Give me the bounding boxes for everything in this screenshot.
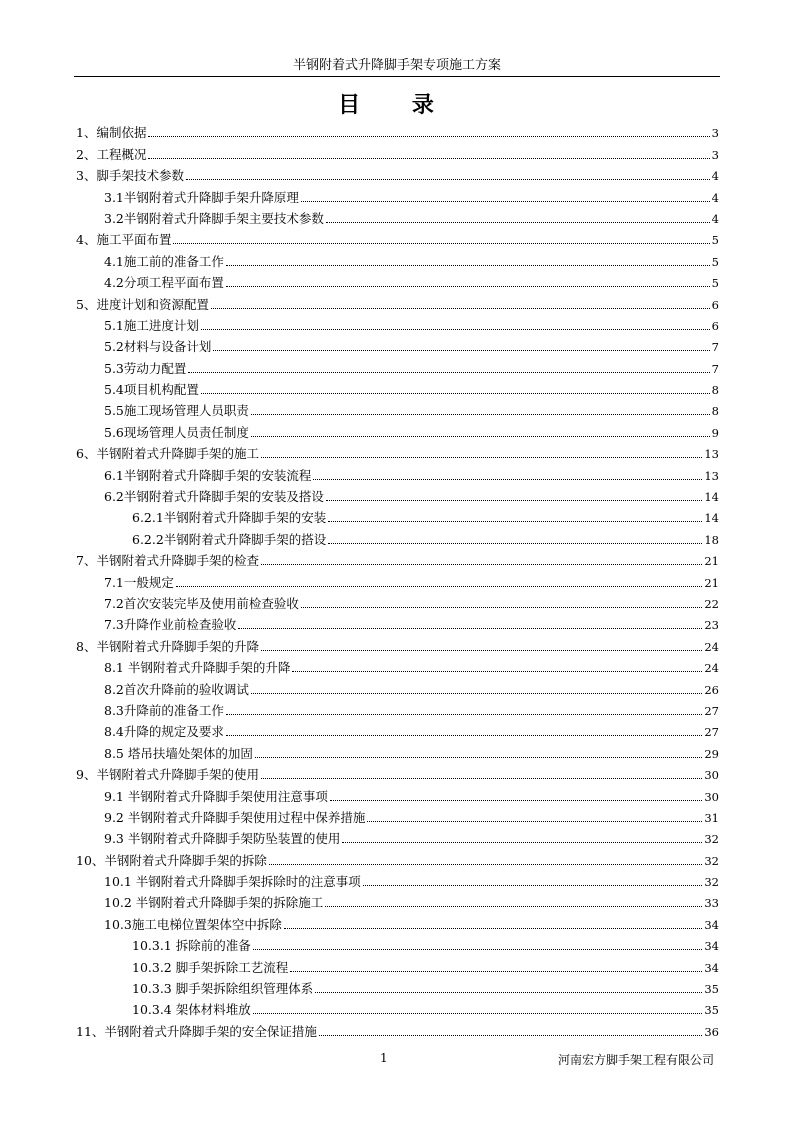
toc-entry-page: 21 <box>704 575 719 590</box>
toc-leader-dots <box>226 265 710 266</box>
toc-entry[interactable] <box>76 676 719 697</box>
toc-entry-page: 5 <box>711 276 719 291</box>
toc-entry-page: 18 <box>704 532 719 547</box>
page-number: 1 <box>380 1051 388 1065</box>
toc-entry[interactable] <box>76 120 719 141</box>
toc-entry-label: 3.2半钢附着式升降脚手架主要技术参数 <box>104 210 324 226</box>
toc-leader-dots <box>328 521 702 522</box>
toc-entry[interactable] <box>76 484 719 505</box>
toc-leader-dots <box>148 136 709 137</box>
toc-entry[interactable] <box>76 890 719 911</box>
toc-entry[interactable] <box>76 548 719 569</box>
toc-entry-label: 7.2首次安装完毕及使用前检查验收 <box>104 595 299 611</box>
toc-entry-label: 5.6现场管理人员责任制度 <box>104 424 249 440</box>
toc-entry-page: 3 <box>711 126 719 141</box>
toc-leader-dots <box>211 308 710 309</box>
toc-leader-dots <box>173 243 709 244</box>
toc-entry-label: 9.3 半钢附着式升降脚手架防坠装置的使用 <box>104 831 341 847</box>
toc-entry-label: 11、半钢附着式升降脚手架的安全保证措施 <box>76 1023 317 1039</box>
toc-leader-dots <box>238 628 702 629</box>
toc-leader-dots <box>251 414 710 415</box>
toc-entry[interactable] <box>76 1018 719 1039</box>
toc-entry-page: 30 <box>704 768 719 783</box>
toc-entry[interactable] <box>76 826 719 847</box>
toc-leader-dots <box>319 1035 702 1036</box>
toc-entry[interactable] <box>76 505 719 526</box>
toc-entry[interactable] <box>76 313 719 334</box>
toc-entry-page: 34 <box>704 939 719 954</box>
toc-entry-page: 32 <box>704 853 719 868</box>
toc-entry-page: 24 <box>704 639 719 654</box>
toc-leader-dots <box>313 479 702 480</box>
toc-leader-dots <box>269 864 702 865</box>
toc-entry-page: 33 <box>704 896 719 911</box>
toc-entry-label: 3、脚手架技术参数 <box>76 168 184 184</box>
toc-entry-label: 8.3升降前的准备工作 <box>104 702 224 718</box>
toc-entry[interactable] <box>76 377 719 398</box>
toc-leader-dots <box>261 778 702 779</box>
toc-entry[interactable] <box>76 847 719 868</box>
toc-entry-label: 10.3.4 架体材料堆放 <box>132 1002 251 1018</box>
toc-leader-dots <box>251 693 702 694</box>
toc-entry-page: 5 <box>711 233 719 248</box>
toc-entry[interactable] <box>76 911 719 932</box>
toc-entry-page: 26 <box>704 682 719 697</box>
toc-entry-label: 6.2半钢附着式升降脚手架的安装及搭设 <box>104 489 324 505</box>
toc-entry[interactable] <box>76 633 719 654</box>
toc-entry-label: 1、编制依据 <box>76 125 147 141</box>
toc-entry[interactable] <box>76 141 719 162</box>
toc-entry-label: 5.4项目机构配置 <box>104 382 199 398</box>
toc-entry[interactable] <box>76 783 719 804</box>
toc-leader-dots <box>253 1013 703 1014</box>
toc-entry[interactable] <box>76 612 719 633</box>
toc-leader-dots <box>363 885 703 886</box>
toc-entry-label: 3.1半钢附着式升降脚手架升降原理 <box>104 189 299 205</box>
toc-leader-dots <box>325 906 702 907</box>
toc-entry-label: 10.3.3 脚手架拆除组织管理体系 <box>132 981 314 997</box>
toc-entry[interactable] <box>76 591 719 612</box>
toc-entry-label: 5.5施工现场管理人员职责 <box>104 403 249 419</box>
toc-entry-page: 4 <box>711 211 719 226</box>
toc-entry[interactable] <box>76 248 719 269</box>
toc-entry-page: 14 <box>704 490 719 505</box>
toc-entry[interactable] <box>76 698 719 719</box>
toc-entry-page: 4 <box>711 190 719 205</box>
toc-leader-dots <box>253 949 703 950</box>
toc-entry-page: 8 <box>711 404 719 419</box>
toc-entry-label: 5.2材料与设备计划 <box>104 339 212 355</box>
toc-entry[interactable] <box>76 184 719 205</box>
toc-leader-dots <box>226 714 702 715</box>
toc-entry[interactable] <box>76 719 719 740</box>
toc-entry[interactable] <box>76 526 719 547</box>
toc-leader-dots <box>261 564 702 565</box>
toc-entry[interactable] <box>76 441 719 462</box>
toc-entry-label: 10、半钢附着式升降脚手架的拆除 <box>76 852 267 868</box>
toc-entry-page: 5 <box>711 254 719 269</box>
toc-entry-label: 8、半钢附着式升降脚手架的升降 <box>76 638 259 654</box>
toc-entry-label: 4.1施工前的准备工作 <box>104 253 224 269</box>
toc-leader-dots <box>226 735 702 736</box>
toc-leader-dots <box>367 821 702 822</box>
toc-entry[interactable] <box>76 355 719 376</box>
toc-entry[interactable] <box>76 997 719 1018</box>
toc-leader-dots <box>148 158 709 159</box>
toc-entry-page: 30 <box>704 789 719 804</box>
toc-leader-dots <box>261 457 702 458</box>
toc-leader-dots <box>201 329 710 330</box>
toc-entry-label: 4、施工平面布置 <box>76 232 172 248</box>
toc-entry[interactable] <box>76 740 719 761</box>
toc-entry[interactable] <box>76 419 719 440</box>
toc-entry-label: 10.3.2 脚手架拆除工艺流程 <box>132 959 289 975</box>
toc-entry-page: 34 <box>704 960 719 975</box>
toc-leader-dots <box>176 586 702 587</box>
toc-entry-page: 8 <box>711 383 719 398</box>
toc-entry-label: 8.2首次升降前的验收调试 <box>104 681 249 697</box>
toc-entry[interactable] <box>76 954 719 975</box>
toc-leader-dots <box>213 350 709 351</box>
toc-entry[interactable] <box>76 291 719 312</box>
toc-entry-page: 7 <box>711 340 719 355</box>
toc-entry-page: 7 <box>711 361 719 376</box>
toc-entry-page: 27 <box>704 703 719 718</box>
toc-leader-dots <box>292 671 702 672</box>
toc-entry-label: 8.1 半钢附着式升降脚手架的升降 <box>104 660 291 676</box>
toc-entry-label: 5.3劳动力配置 <box>104 360 187 376</box>
toc-entry-label: 10.3.1 拆除前的准备 <box>132 938 251 954</box>
toc-entry-label: 6.2.1半钢附着式升降脚手架的安装 <box>132 510 327 526</box>
toc-entry-page: 4 <box>711 169 719 184</box>
toc-leader-dots <box>290 971 702 972</box>
toc-entry-label: 10.1 半钢附着式升降脚手架拆除时的注意事项 <box>104 874 361 890</box>
footer-company: 河南宏方脚手架工程有限公司 <box>557 1053 714 1067</box>
toc-entry-page: 9 <box>711 425 719 440</box>
toc-entry-page: 23 <box>704 618 719 633</box>
toc-entry-page: 13 <box>704 468 719 483</box>
toc-leader-dots <box>188 372 709 373</box>
toc-entry[interactable] <box>76 398 719 419</box>
toc-entry-label: 6.2.2半钢附着式升降脚手架的搭设 <box>132 531 327 547</box>
toc-entry[interactable] <box>76 869 719 890</box>
toc-entry-label: 7、半钢附着式升降脚手架的检查 <box>76 553 259 569</box>
toc-entry[interactable] <box>76 270 719 291</box>
page-title: 目 录 <box>338 93 456 118</box>
toc-leader-dots <box>342 842 702 843</box>
table-of-contents <box>76 120 719 1040</box>
toc-entry-label: 10.3施工电梯位置架体空中拆除 <box>104 916 282 932</box>
toc-entry-page: 21 <box>704 554 719 569</box>
toc-entry-page: 32 <box>704 832 719 847</box>
toc-entry-label: 4.2分项工程平面布置 <box>104 275 224 291</box>
toc-entry[interactable] <box>76 206 719 227</box>
toc-entry-label: 6、半钢附着式升降脚手架的施工 <box>76 446 259 462</box>
toc-leader-dots <box>226 286 710 287</box>
toc-entry[interactable] <box>76 227 719 248</box>
toc-entry-page: 13 <box>704 447 719 462</box>
toc-leader-dots <box>284 928 703 929</box>
toc-entry-page: 14 <box>704 511 719 526</box>
toc-entry-label: 8.4升降的规定及要求 <box>104 724 224 740</box>
toc-entry-label: 9.2 半钢附着式升降脚手架使用过程中保养措施 <box>104 809 366 825</box>
toc-entry-label: 9、半钢附着式升降脚手架的使用 <box>76 767 259 783</box>
toc-entry-label: 5.1施工进度计划 <box>104 317 199 333</box>
toc-entry-page: 27 <box>704 725 719 740</box>
toc-leader-dots <box>326 500 702 501</box>
toc-entry-page: 34 <box>704 917 719 932</box>
toc-entry-page: 6 <box>711 318 719 333</box>
toc-leader-dots <box>255 757 703 758</box>
toc-entry[interactable] <box>76 462 719 483</box>
toc-leader-dots <box>261 650 702 651</box>
toc-entry-page: 31 <box>704 810 719 825</box>
toc-leader-dots <box>328 543 702 544</box>
toc-entry[interactable] <box>76 655 719 676</box>
toc-entry[interactable] <box>76 933 719 954</box>
toc-entry[interactable] <box>76 976 719 997</box>
toc-entry-page: 35 <box>704 1003 719 1018</box>
toc-entry-label: 2、工程概况 <box>76 146 147 162</box>
running-header: 半钢附着式升降脚手架专项施工方案 <box>74 57 720 77</box>
toc-entry[interactable] <box>76 762 719 783</box>
toc-leader-dots <box>301 607 702 608</box>
toc-leader-dots <box>201 393 710 394</box>
toc-entry-label: 7.1一般规定 <box>104 574 174 590</box>
toc-entry-page: 22 <box>704 596 719 611</box>
toc-entry-page: 3 <box>711 147 719 162</box>
toc-entry-label: 10.2 半钢附着式升降脚手架的拆除施工 <box>104 895 324 911</box>
toc-entry-page: 36 <box>704 1024 719 1039</box>
toc-leader-dots <box>315 992 702 993</box>
toc-entry-label: 7.3升降作业前检查验收 <box>104 617 237 633</box>
toc-entry-page: 29 <box>704 746 719 761</box>
toc-entry-label: 8.5 塔吊扶墙处架体的加固 <box>104 745 253 761</box>
toc-entry-page: 24 <box>704 661 719 676</box>
toc-entry[interactable] <box>76 334 719 355</box>
toc-entry-label: 9.1 半钢附着式升降脚手架使用注意事项 <box>104 788 328 804</box>
toc-leader-dots <box>186 179 710 180</box>
toc-leader-dots <box>251 436 710 437</box>
toc-entry[interactable] <box>76 163 719 184</box>
toc-leader-dots <box>330 800 703 801</box>
toc-entry[interactable] <box>76 569 719 590</box>
toc-entry-page: 6 <box>711 297 719 312</box>
toc-entry[interactable] <box>76 805 719 826</box>
toc-entry-label: 6.1半钢附着式升降脚手架的安装流程 <box>104 467 312 483</box>
toc-leader-dots <box>301 201 710 202</box>
toc-entry-page: 35 <box>704 982 719 997</box>
toc-entry-page: 32 <box>704 875 719 890</box>
toc-leader-dots <box>326 222 710 223</box>
toc-entry-label: 5、进度计划和资源配置 <box>76 296 209 312</box>
